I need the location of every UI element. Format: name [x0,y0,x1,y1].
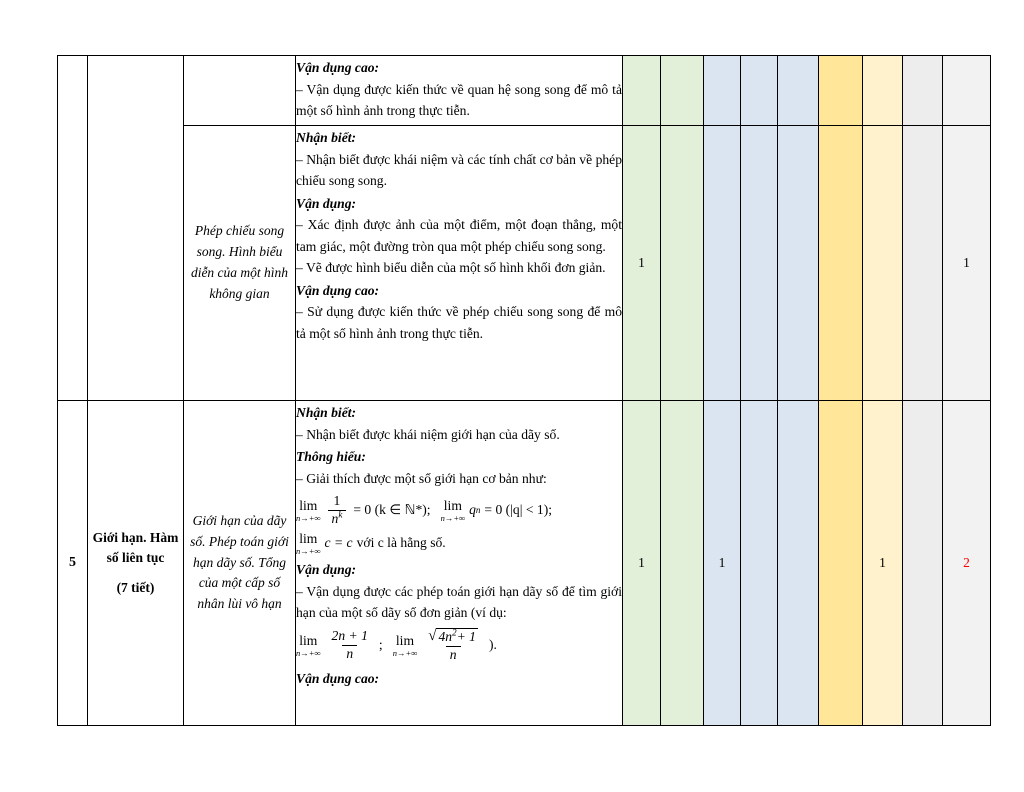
level-heading: Vận dụng: [296,562,357,578]
descriptor-paragraph: – Vận dụng được các phép toán giới hạn dãy số để tìm giới hạn của một số dãy số đơn giản (ví dụ: [296,583,622,621]
mark-cell [778,56,819,126]
level-heading: Nhận biết: [296,130,357,145]
expression: c = c [324,535,353,551]
limit-formula-line-3 [296,628,622,664]
mark-cell [943,56,991,126]
level-heading: Thông hiểu: [296,449,366,464]
table-row [58,126,991,401]
mark-cell [623,56,661,126]
mark-cell: 1 [623,401,661,726]
mark-cell: 1 [943,126,991,401]
limit-operator: lim n→+∞ [392,633,418,658]
variable: q [469,502,476,518]
row-number-cell [58,56,88,401]
topic-cell [88,56,184,401]
limit-operator: lim n→+∞ [296,530,321,556]
mark-cell [741,126,778,401]
limit-operator: lim n→+∞ [440,497,466,523]
curriculum-matrix-table [57,55,991,726]
mark-cell [741,56,778,126]
content-cell [296,56,623,126]
content-cell [296,126,623,401]
table-row [58,56,991,126]
descriptor-paragraph: – Nhận biết được khái niệm và các tính chất cơ bản về phép chiếu song song. [296,151,622,188]
table-row [58,401,991,726]
level-heading: Nhận biết: [296,405,357,420]
level-heading: Vận dụng cao: [296,282,380,298]
mark-cell [819,126,863,401]
mark-cell [661,401,704,726]
mark-cell: 2 [943,401,991,726]
mark-cell [661,126,704,401]
mark-cell [778,401,819,726]
descriptor-paragraph: – Vẽ được hình biểu diễn của một số hình khối đơn giản. [296,260,606,275]
mark-cell [903,126,943,401]
descriptor-paragraph: – Giải thích được một số giới hạn cơ bản như: [296,470,547,486]
mark-cell [741,401,778,726]
mark-cell: 1 [863,401,903,726]
descriptor-paragraph: – Sử dụng được kiến thức về phép chiếu song song để mô tả một số hình ảnh trong thực tiễn. [296,304,622,341]
formula-text: = 0 (k ∈ ℕ*); [353,502,431,518]
mark-cell [778,126,819,401]
fraction: √ $4n^2+ 1$ n [428,627,476,662]
fraction: $\frac{2n + 1}{n}$ [331,628,368,662]
mark-cell [903,56,943,126]
limit-formula-line-1: lim n→+∞ $\frac{1}{n^k}$ = 0 (k ∈ ℕ*); lim n→+∞ q n = 0 (|q| < 1); [296,493,552,526]
subtopic-cell: Giới hạn của dãy số. Phép toán giới hạn dãy số. Tổng của một cấp số nhân lùi vô hạn [184,401,296,726]
subtopic-cell [184,56,296,126]
descriptor-paragraph: – Xác định được ảnh của một điểm, một đoạn thẳng, một tam giác, một đường tròn qua một phép chiếu song song. [296,217,622,254]
descriptor-paragraph: – Nhận biết được khái niệm giới hạn của dãy số. [296,426,560,442]
formula-text: = 0 (|q| < 1); [484,502,552,518]
formula-text: ; [378,637,383,653]
level-heading: Vận dụng: [296,195,357,211]
subtopic-cell: Phép chiếu song song. Hình biểu diễn của một hình không gian [184,126,296,401]
fraction: $\frac{1}{n^k}$ [328,493,347,528]
mark-cell: 1 [704,401,741,726]
row-number-cell: 5 [58,401,88,726]
limit-formula-line-2 [296,532,622,555]
square-root: √ $4n^2+ 1$ [428,627,476,644]
mark-cell [903,401,943,726]
mark-cell [661,56,704,126]
mark-cell [819,56,863,126]
mark-cell [704,126,741,401]
mark-cell [863,56,903,126]
topic-duration: (7 tiết) [116,580,155,596]
mark-cell [863,126,903,401]
mark-cell [819,401,863,726]
formula-text: ). [488,637,497,653]
level-heading: Vận dụng cao: [296,60,380,75]
level-heading: Vận dụng cao: [296,670,380,686]
limit-operator: lim n→+∞ [296,497,321,523]
content-cell [296,401,623,726]
descriptor-paragraph: – Vận dụng được kiến thức về quan hệ song song để mô tả một số hình ảnh trong thực tiễn. [296,81,622,118]
limit-operator: lim n→+∞ [296,633,321,658]
formula-text: với c là hằng số. [356,535,446,551]
topic-cell [88,401,184,726]
mark-cell: 1 [623,126,661,401]
mark-cell [704,56,741,126]
topic-title: Giới hạn. Hàm số liên tục [92,529,179,565]
